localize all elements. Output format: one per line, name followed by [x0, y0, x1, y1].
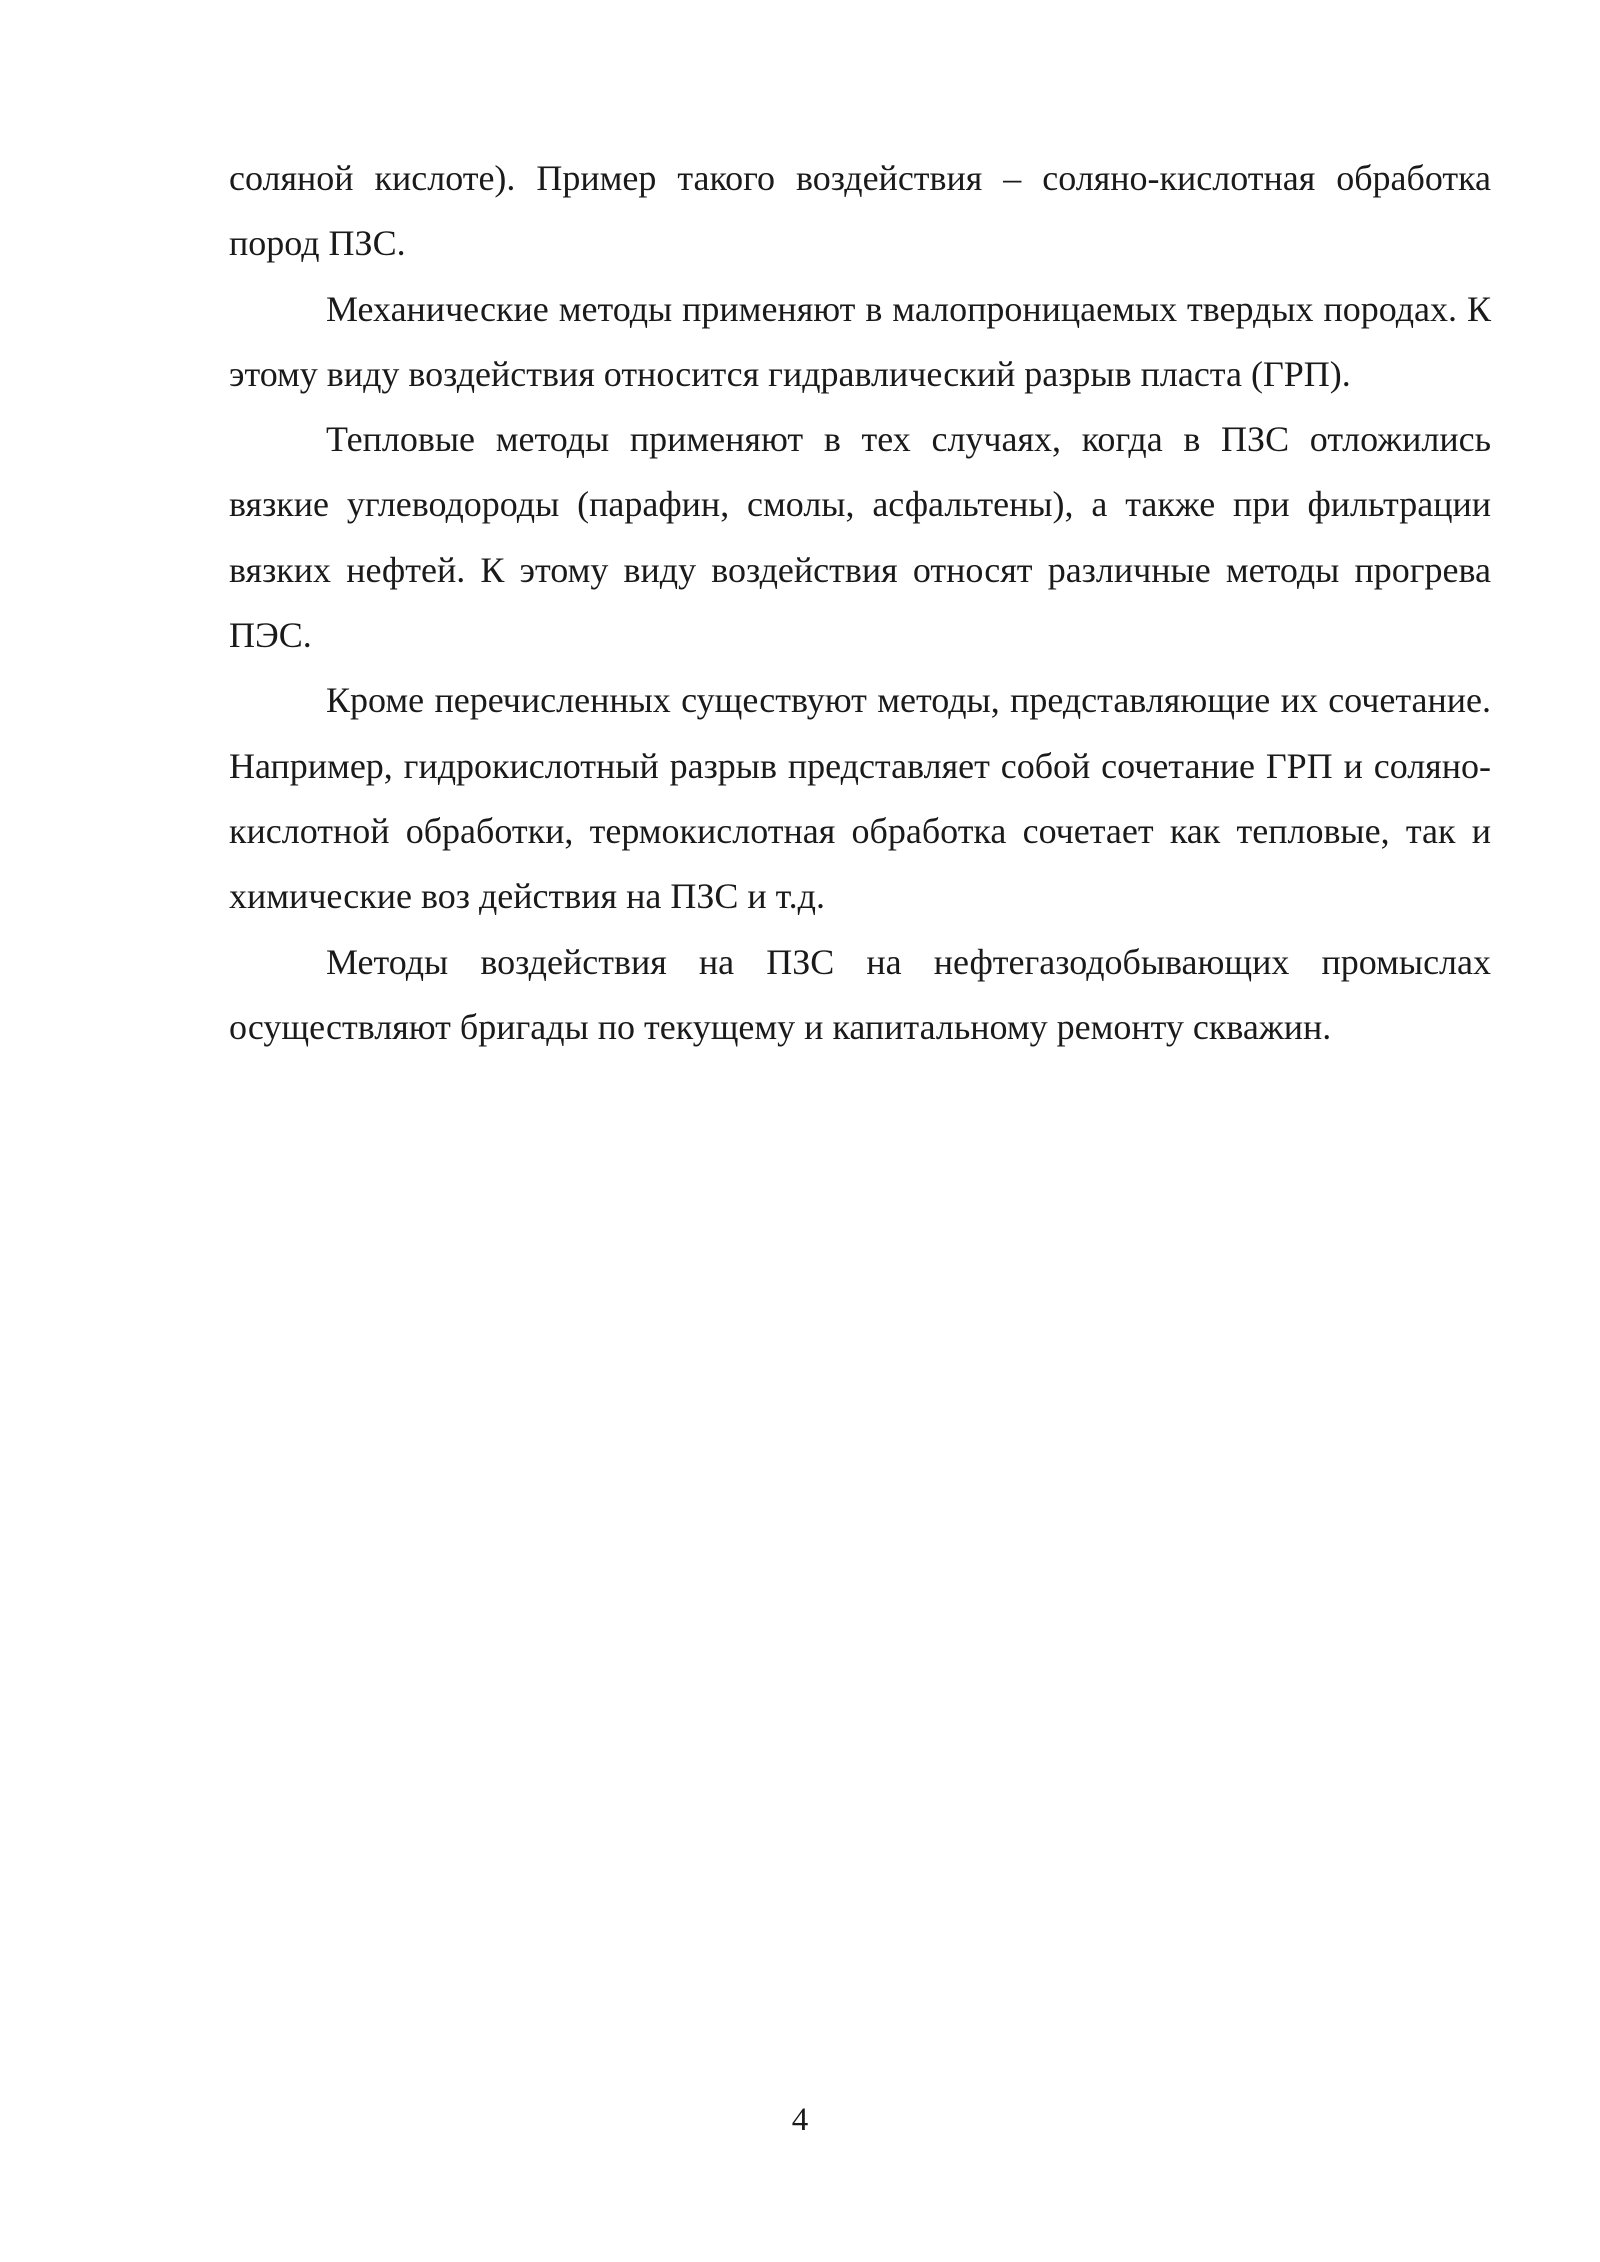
paragraph-continuation: соляной кислоте). Пример такого воздействия – соляно-кислотная обработка пород ПЗС. [229, 158, 1491, 264]
paragraph-mechanical-methods: Механические методы применяют в малопроницаемых твердых породах. К этому виду воздействия относится гидравлический разрыв пласта (ГРП). [229, 288, 1491, 394]
paragraph-field-crews: Методы воздействия на ПЗС на нефтегазодобывающих промыслах осуществляют бригады по текущему и капитальному ремонту скважин. [229, 941, 1491, 1047]
page-number: 4 [791, 2102, 809, 2138]
body-text [229, 146, 1491, 1060]
paragraph-thermal-methods: Тепловые методы применяют в тех случаях, когда в ПЗС отложились вязкие углеводороды (парафин, смолы, асфальтены), а также при фильтрации вязких нефтей. К этому виду воздействия относят различные методы прогрева ПЭС. [229, 419, 1491, 656]
paragraph-combined-methods: Кроме перечисленных существуют методы, представляющие их сочетание. Например, гидрокислотный разрыв представляет собой сочетание ГРП и соляно-кислотной обработки, термокислотная обработка сочетает как тепловые, так и химические воз действия на ПЗС и т.д. [229, 680, 1491, 917]
